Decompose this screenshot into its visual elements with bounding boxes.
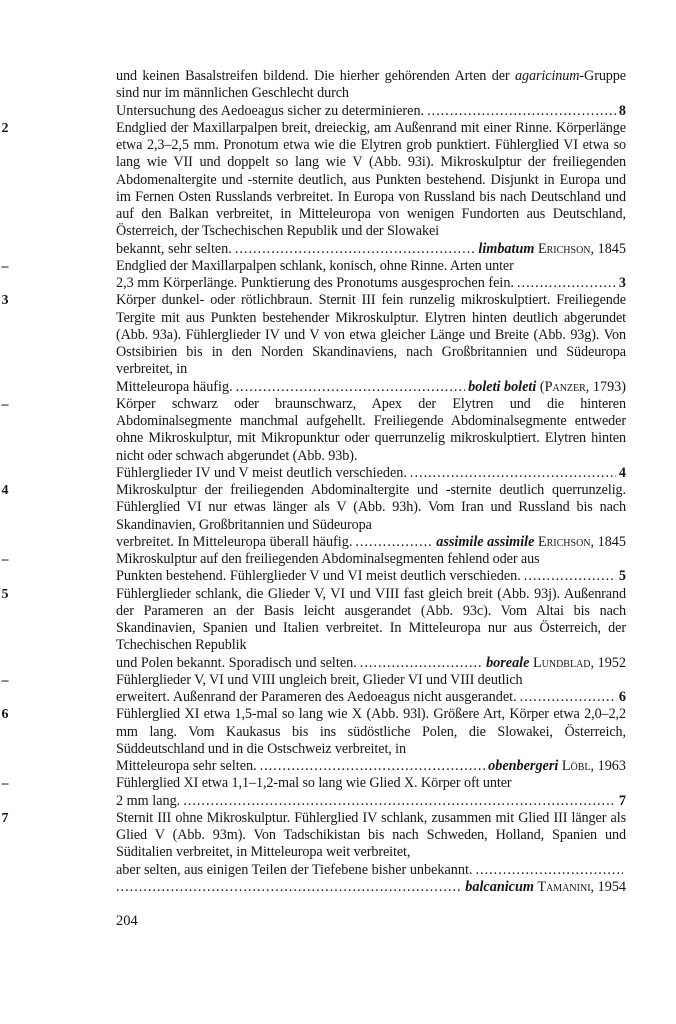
key-text <box>1 68 626 896</box>
entry-text: Endglied der Maxillarpalpen schlank, konisch, ohne Rinne. Arten unter <box>116 257 514 274</box>
entry-last-line: bekannt, sehr selten. ..... limbatum Erichson, 1845 <box>116 241 626 258</box>
couplet-number: 5 <box>1 586 9 602</box>
species-name: boleti boleti <box>468 378 537 395</box>
key-entry <box>1 585 626 672</box>
key-entry <box>1 257 626 293</box>
entry-last-line: Mitteleuropa sehr selten. ..... obenbergeri Löbl, 1963 <box>116 758 626 775</box>
species-author: Lundblad, 1952 <box>532 654 626 671</box>
couplet-number: 2 <box>1 120 9 136</box>
species-author: Löbl, 1963 <box>561 758 626 774</box>
species-author: Erichson, 1845 <box>537 533 626 550</box>
entry-last-line <box>116 879 626 896</box>
entry-last-line: 2,3 mm Körperlänge. Punktierung des Pronotums ausgesprochen fein. ..... 3 <box>116 275 626 292</box>
key-entry <box>1 119 626 258</box>
entry-text: Fühlerglieder V, VI und VIII ungleich breit, Glieder VI und VIII deutlich <box>116 671 523 688</box>
couplet-number: 6 <box>1 707 9 723</box>
couplet-reference: 7 <box>618 792 626 809</box>
entry-last-line: Untersuchung des Aedoeagus sicher zu determinieren. ..... 8 <box>116 103 626 120</box>
entry-last-line: 2 mm lang. ..... 7 <box>116 793 626 810</box>
couplet-number: 7 <box>1 810 9 826</box>
entry-last-line: und Polen bekannt. Sporadisch und selten. ..... boreale Lundblad, 1952 <box>116 655 626 672</box>
couplet-number: 4 <box>1 483 9 498</box>
couplet-number: – <box>1 258 9 274</box>
key-entry <box>1 706 626 775</box>
couplet-number: – <box>1 552 9 567</box>
key-entry <box>1 482 626 551</box>
entry-text: Körper schwarz oder braunschwarz, Apex der Elytren und die hinteren Abdominalsegmente manchmal aufgehellt. Freiliegende Abdominalsegmente entweder ohne Mikroskulptur, mit Mikropunktur oder querrunzelig mikroskulptiert. Elytren hinten nicht oder schwach abgerundet (Abb. 93b). <box>116 395 626 464</box>
entry-last-line: verbreitet. In Mitteleuropa überall häufig. ..... assimile assimile Erichson, 1845 <box>116 534 626 551</box>
key-entry <box>1 551 626 586</box>
entry-last-line: Fühlerglieder IV und V meist deutlich verschieden. ..... 4 <box>116 465 626 482</box>
couplet-number: – <box>1 776 9 792</box>
page-number: 204 <box>116 913 138 929</box>
entry-text: Fühlerglied XI etwa 1,5-mal so lang wie X (Abb. 93l). Größere Art, Körper etwa 2,0–2,2 mm lang. Vom Kaukasus bis ins südöstliche Polen, die Slowakei, Österreich, Süddeutschland und in die Ostschweiz verbreitet, in <box>116 706 626 757</box>
species-name: assimile assimile <box>436 533 535 550</box>
species-name: limbatum <box>478 240 535 257</box>
species-name: balcanicum <box>465 878 534 895</box>
species-group-name: agaricinum <box>515 68 580 84</box>
entry-text: Mikroskulptur der freiliegenden Abdominaltergite und -sternite deutlich querrunzelig. Fühlerglied VI nur etwas länger als V (Abb. 93h). Vom Iran und Russland bis nach Skandinavien, Großbritannien und Südeuropa <box>116 482 626 533</box>
entry-last-line: aber selten, aus einigen Teilen der Tiefebene bisher unbekannt. ..... <box>116 862 626 879</box>
entry-last-line: Mitteleuropa häufig. ..... boleti boleti (Panzer, 1793) <box>116 379 626 396</box>
key-entry <box>116 68 626 120</box>
couplet-reference: 5 <box>618 568 626 585</box>
key-entry <box>1 292 626 396</box>
key-entry <box>1 395 626 482</box>
key-entry <box>1 671 626 707</box>
entry-text: und keinen Basalstreifen bildend. Die hierher gehörenden Arten der agaricinum-Gruppe sind nur im männlichen Geschlecht durch <box>116 68 626 102</box>
species-name: obenbergeri <box>488 758 559 774</box>
species-author: Tamanini, 1954 <box>537 878 626 895</box>
entry-text: Sternit III ohne Mikroskulptur. Fühlerglied IV schlank, zusammen mit Glied III länger als Glied V (Abb. 93m). Von Tadschikistan bis nach Schweden, Holland, Spanien und Süditalien verbreitet, in Mitteleuropa weit verbreitet, <box>116 809 626 861</box>
entry-last-line: erweitert. Außenrand der Parameren des Aedoeagus nicht ausgerandet. ..... 6 <box>116 689 626 706</box>
entry-text: Endglied der Maxillarpalpen breit, dreieckig, am Außenrand mit einer Rinne. Körperlänge etwa 2,3–2,5 mm. Pronotum etwa wie die Elytren grob punktiert. Fühlerglied VI etwa so lang wie VII und doppelt so lang wie V (Abb. 93i). Mikroskulptur der freiliegenden Abdomenaltergite und -sternite deutlich, aus Punkten bestehend. Disjunkt in Europa und im Fernen Osten Russlands verbreitet. In Europa von Russland bis nach Deutschland und auf den Balkan verbreitet, in Mitteleuropa von wenigen Fundorten aus Deutschland, Österreich, der Tschechischen Republik und der Slowakei <box>116 119 626 240</box>
entry-text: Fühlerglieder schlank, die Glieder V, VI und VIII fast gleich breit (Abb. 93j). Außenrand der Parameren an der Basis leicht ausgerandet (Abb. 93c). Vom Altai bis nach Skandinavien, Spanien und Italien verbreitet. In Mitteleuropa nur aus Österreich, der Tchechischen Republik <box>116 585 626 654</box>
key-entry <box>1 809 626 896</box>
couplet-reference: 4 <box>618 464 626 481</box>
couplet-reference: 3 <box>618 275 626 291</box>
entry-last-line: Punkten bestehend. Fühlerglieder V und VI meist deutlich verschieden. ..... 5 <box>116 568 626 585</box>
couplet-reference: 6 <box>618 689 626 705</box>
couplet-number: – <box>1 396 9 412</box>
species-name: boreale <box>486 654 530 671</box>
couplet-number: – <box>1 672 9 688</box>
entry-text: Körper dunkel- oder rötlichbraun. Sternit III fein runzelig mikroskulptiert. Freiliegende Tergite mit aus Punkten bestehender Mikroskulptur. Elytren hinten deutlich abgerundet (Abb. 93a). Fühlerglieder IV und V von etwa gleicher Länge und Breite (Abb. 93g). Von Ostsibirien bis in den Norden Skandinaviens, nach Großbritannien und Südeuropa verbreitet, in <box>116 292 626 378</box>
entry-text: Mikroskulptur auf den freiliegenden Abdominalsegmenten fehlend oder aus <box>116 551 540 567</box>
entry-text: Fühlerglied XI etwa 1,1–1,2-mal so lang wie Glied X. Körper oft unter <box>116 775 512 792</box>
key-entry <box>1 775 626 810</box>
species-author: (Panzer, 1793) <box>539 378 626 395</box>
couplet-number: 3 <box>1 293 9 309</box>
couplet-reference: 8 <box>618 102 626 119</box>
species-author: Erichson, 1845 <box>537 240 626 257</box>
